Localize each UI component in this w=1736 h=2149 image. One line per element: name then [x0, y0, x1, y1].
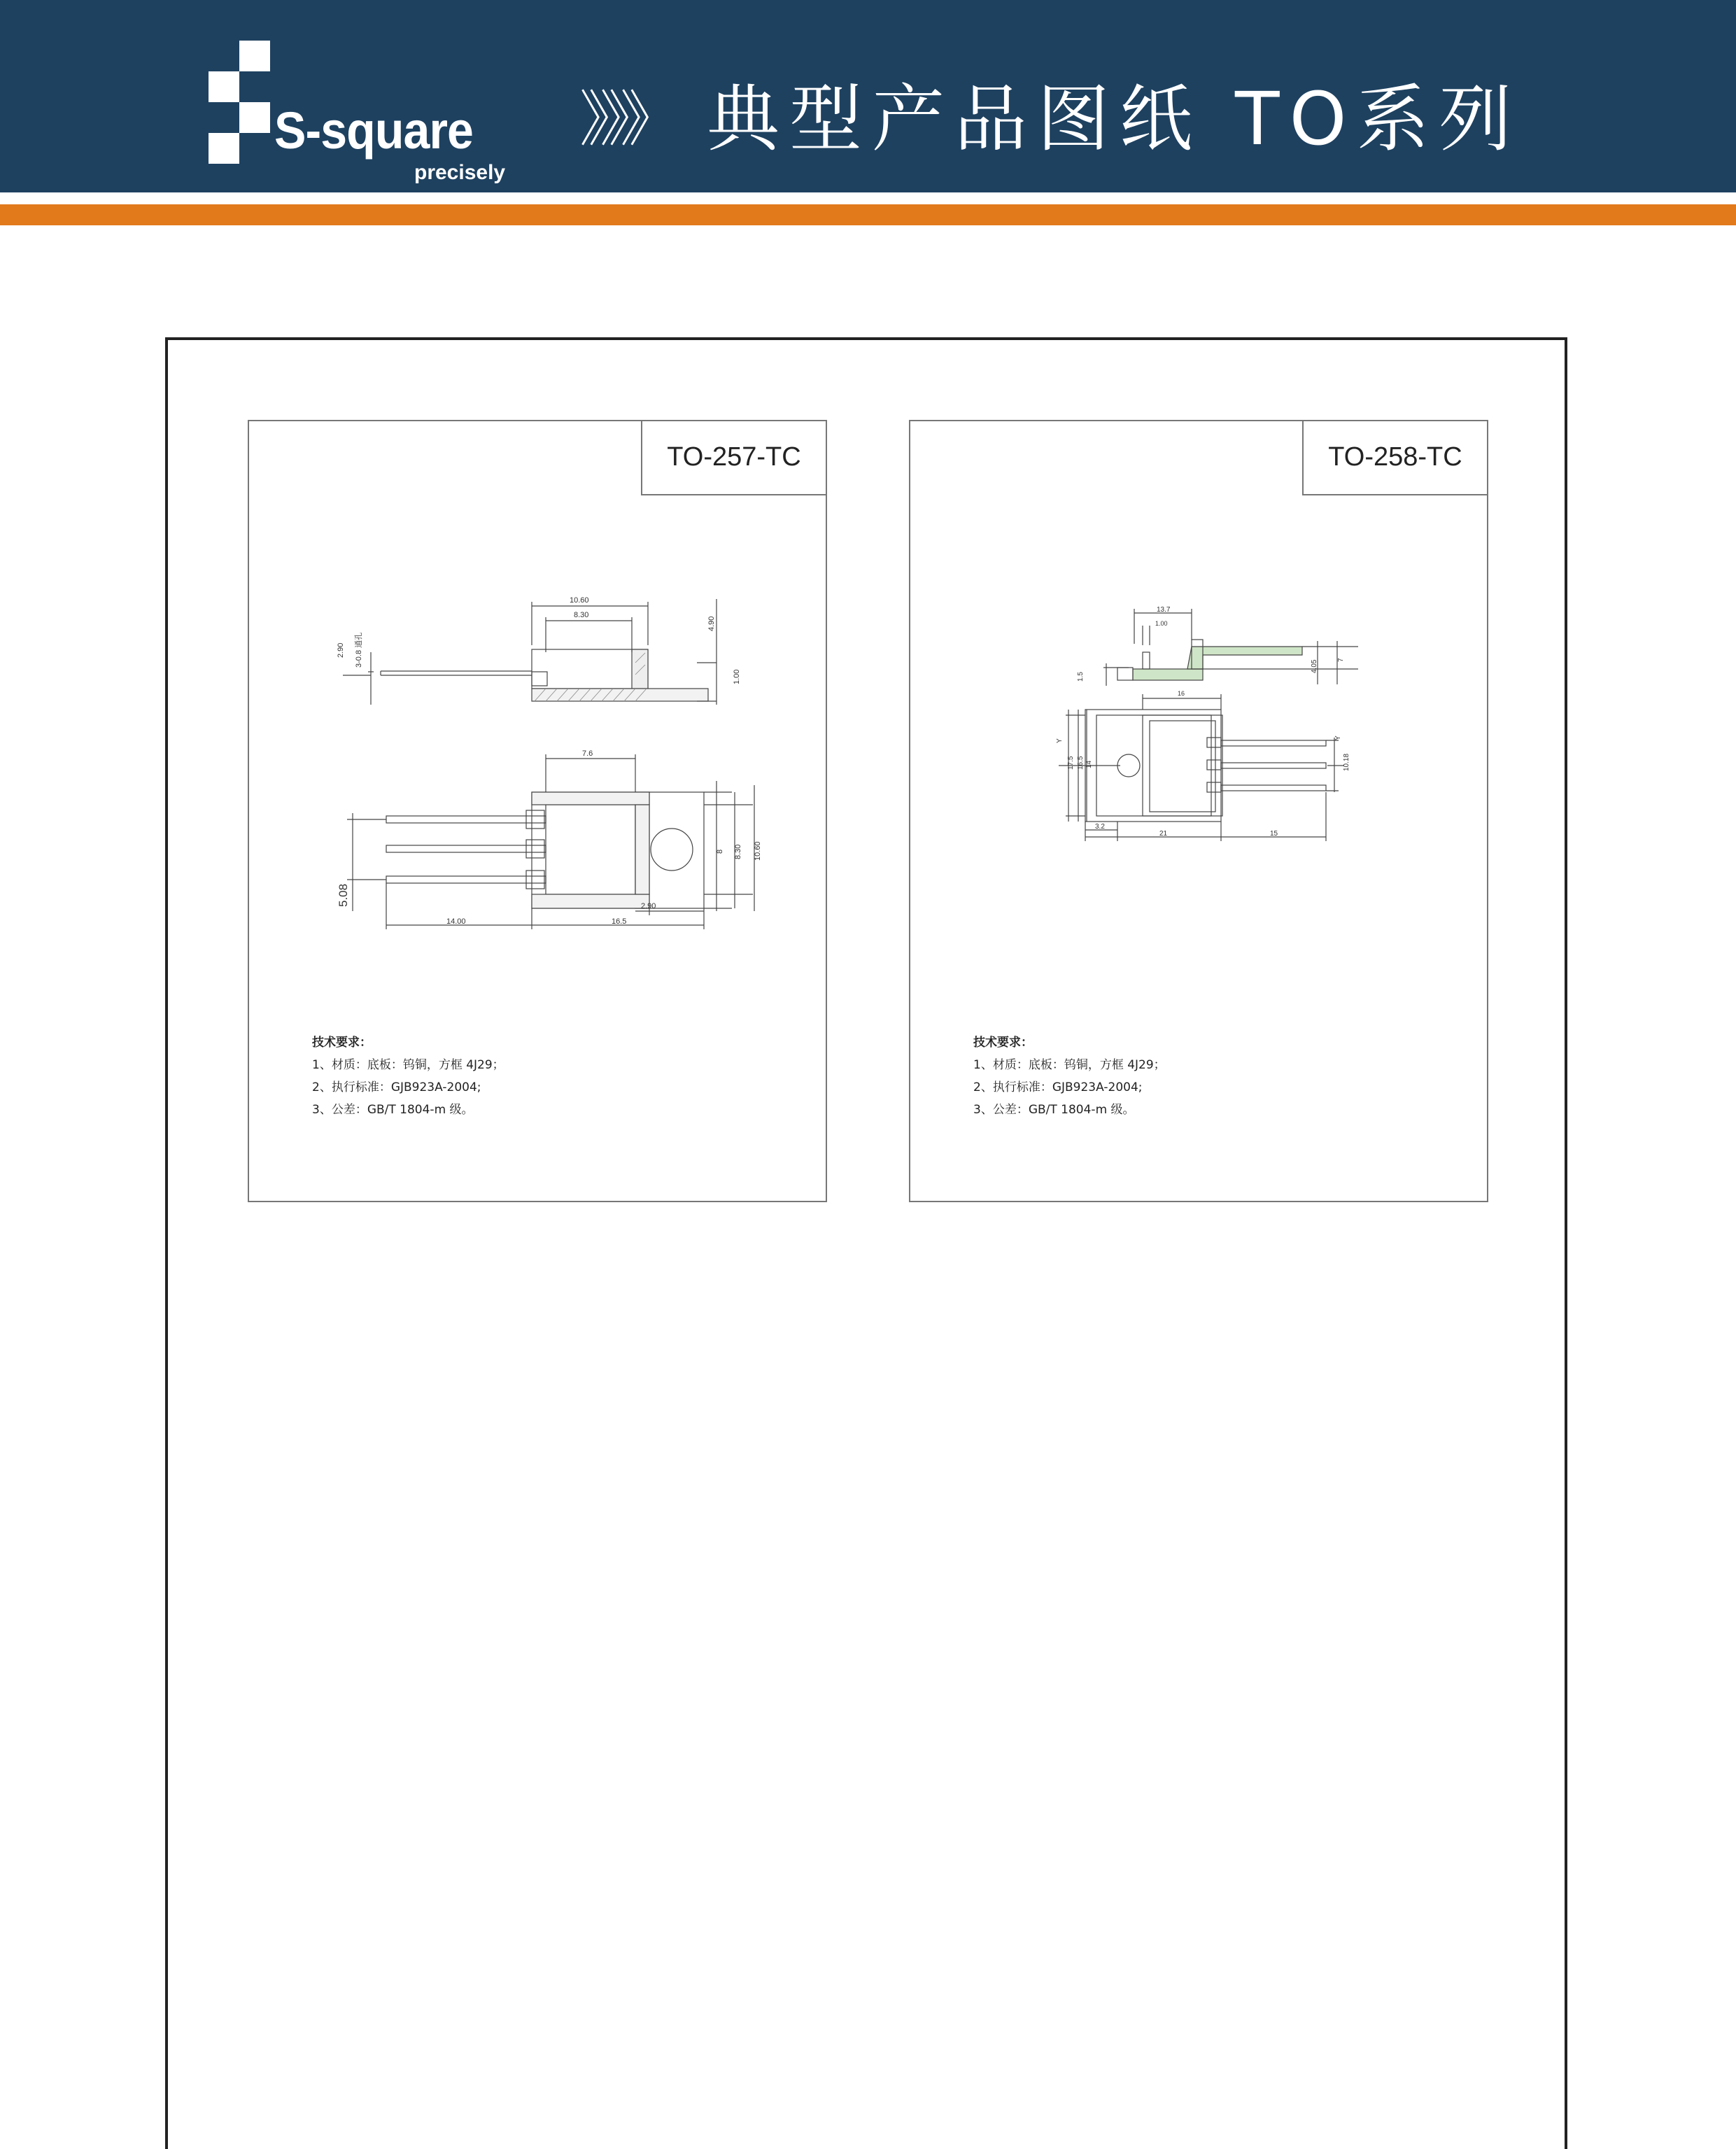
product-card-to258	[909, 420, 1488, 1202]
dim-16: 16	[1178, 690, 1185, 697]
accent-bar	[0, 204, 1736, 225]
dim-10-18: 10.18	[1343, 753, 1350, 771]
dim-1-00: 1.00	[733, 669, 741, 684]
dim-2-90b: 2.90	[641, 902, 656, 910]
checker-logo-icon	[203, 41, 280, 167]
dim-7: 7	[1337, 658, 1345, 662]
dim-3-2: 3.2	[1095, 823, 1105, 831]
dim-y: Y	[1056, 738, 1064, 743]
model-label: TO-257-TC	[641, 421, 826, 495]
dim-4-05: 4.05	[1311, 659, 1318, 673]
note-item: 1、材质：底板：钨铜，方框 4J29；	[312, 1058, 504, 1072]
dim-hole: 3-0.8 通孔	[355, 632, 363, 668]
dim-8-30b: 8.30	[734, 844, 742, 859]
dim-15: 15	[1270, 830, 1278, 838]
dim-17-5: 17.5	[1067, 756, 1075, 770]
model-label: TO-258-TC	[1302, 421, 1487, 495]
tech-requirements	[312, 1031, 504, 1121]
note-item: 1、材质：底板：钨铜，方框 4J29；	[973, 1058, 1166, 1072]
dim-8-30: 8.30	[574, 611, 589, 619]
dim-1-5: 1.5	[1077, 672, 1085, 682]
note-item: 3、公差：GB/T 1804-m 级。	[973, 1103, 1135, 1117]
brand-name: S-square	[274, 101, 473, 160]
dim-5-08: 5.08	[337, 883, 350, 907]
triple-chevron-icon: 》》》	[579, 85, 670, 155]
dim-10-60b: 10.60	[754, 841, 762, 861]
dim-13-7: 13.7	[1157, 606, 1171, 614]
dim-14: 14	[1085, 760, 1093, 768]
dim-1-00: 1.00	[1155, 620, 1168, 627]
brand-tagline: precisely	[414, 161, 506, 184]
page-title: 典型产品图纸 TO系列	[707, 76, 1522, 162]
dim-16-5: 16.5	[612, 917, 627, 926]
dim-16-5: 16.5	[1077, 756, 1085, 770]
note-item: 3、公差：GB/T 1804-m 级。	[312, 1103, 474, 1117]
dim-14-00: 14.00	[446, 917, 466, 926]
dim-2-90: 2.90	[337, 642, 345, 658]
dim-10-60: 10.60	[570, 596, 589, 605]
dim-21: 21	[1159, 830, 1168, 838]
note-item: 2、执行标准：GJB923A-2004;	[312, 1080, 481, 1094]
dim-7-6: 7.6	[582, 749, 593, 758]
product-card-to257	[248, 420, 827, 1202]
notes-heading: 技术要求：	[973, 1036, 1033, 1050]
tech-requirements	[973, 1031, 1166, 1121]
note-item: 2、执行标准：GJB923A-2004;	[973, 1080, 1143, 1094]
dim-4-90: 4.90	[707, 616, 716, 631]
dim-8: 8	[716, 849, 724, 854]
dim-y2: Y	[1334, 735, 1342, 740]
notes-heading: 技术要求：	[312, 1036, 372, 1050]
header-band	[0, 0, 1736, 192]
